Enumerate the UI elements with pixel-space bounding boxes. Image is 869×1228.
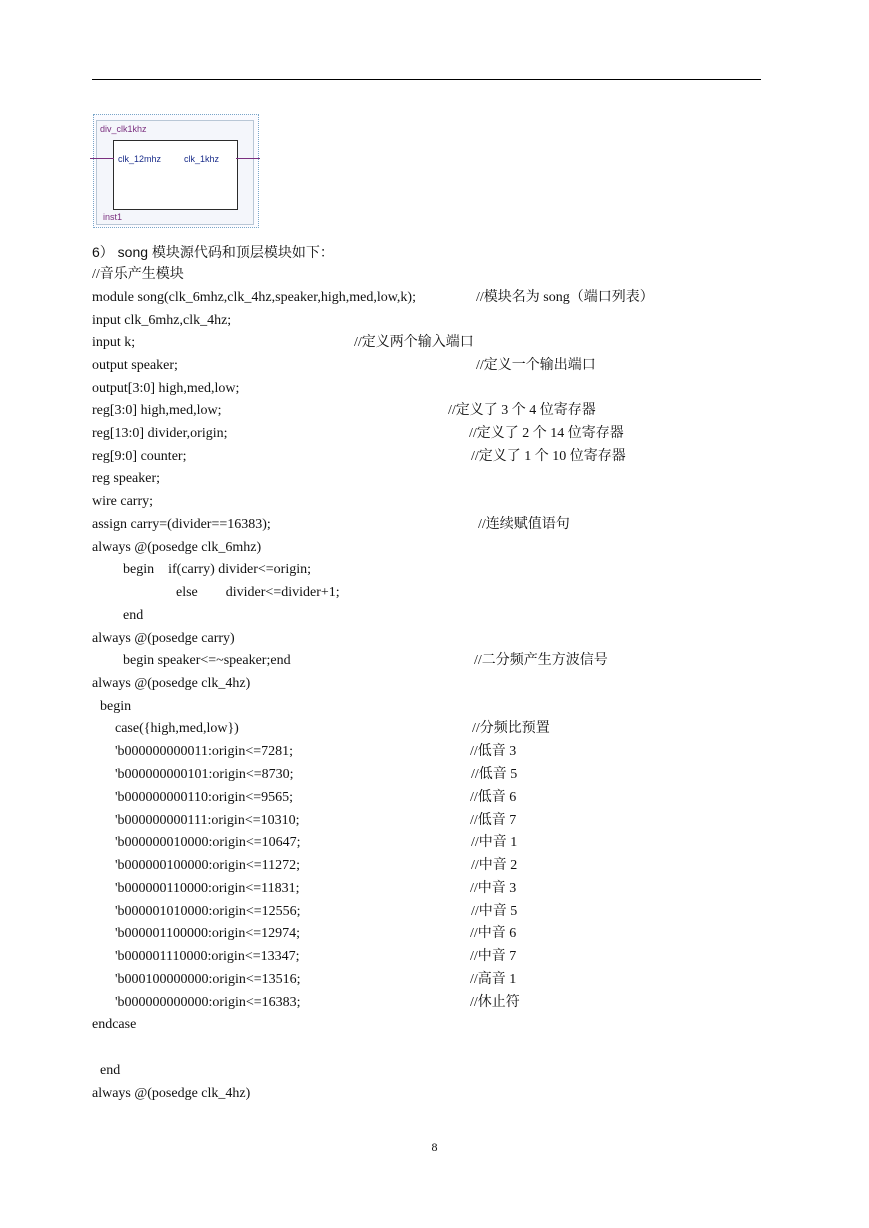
- output-wire: [236, 158, 260, 159]
- page-number: 8: [431, 1140, 438, 1154]
- code-line: always @(posedge carry): [92, 631, 235, 646]
- section-title: 6） song 模块源代码和顶层模块如下：: [92, 244, 334, 260]
- code-line: begin speaker<=~speaker;end: [123, 653, 291, 668]
- block-name: div_clk1khz: [100, 124, 147, 134]
- code-comment: //定义一个输出端口: [476, 358, 596, 373]
- block-ports-box: [113, 140, 238, 210]
- code-comment: //定义了 1 个 10 位寄存器: [471, 449, 626, 464]
- code-line: endcase: [92, 1017, 137, 1032]
- code-line: 'b000000000111:origin<=10310;: [115, 813, 300, 828]
- code-comment: //低音 5: [471, 767, 518, 782]
- code-comment: //分频比预置: [472, 721, 550, 736]
- code-comment: //中音 7: [470, 949, 517, 964]
- code-comment: //低音 6: [470, 790, 517, 805]
- code-line: reg speaker;: [92, 471, 161, 486]
- code-comment: //低音 3: [470, 744, 517, 759]
- code-line: input k;: [92, 335, 136, 350]
- code-line: reg[13:0] divider,origin;: [92, 426, 228, 441]
- code-comment: //定义两个输入端口: [354, 335, 474, 350]
- code-line: 'b000000100000:origin<=11272;: [115, 858, 301, 873]
- instance-label: inst1: [103, 212, 123, 222]
- code-comment: //中音 1: [471, 835, 518, 850]
- code-line: 'b000000110000:origin<=11831;: [115, 881, 300, 896]
- code-line: always @(posedge clk_4hz): [92, 676, 251, 691]
- code-line: 'b000001010000:origin<=12556;: [115, 904, 301, 919]
- code-line: end: [123, 608, 144, 623]
- code-line: 'b000000000011:origin<=7281;: [115, 744, 294, 759]
- code-line: //音乐产生模块: [92, 267, 184, 282]
- code-comment: //中音 2: [471, 858, 518, 873]
- code-comment: //休止符: [470, 995, 520, 1010]
- header-rule: [92, 79, 761, 80]
- code-line: 'b000100000000:origin<=13516;: [115, 972, 301, 987]
- code-line: 'b000000000101:origin<=8730;: [115, 767, 294, 782]
- code-line: output speaker;: [92, 358, 178, 373]
- code-line: 'b000000010000:origin<=10647;: [115, 835, 301, 850]
- code-comment: //中音 6: [470, 926, 517, 941]
- code-line: else divider<=divider+1;: [176, 585, 340, 600]
- code-line: assign carry=(divider==16383);: [92, 517, 271, 532]
- code-line: module song(clk_6mhz,clk_4hz,speaker,high,med,low,k);: [92, 290, 416, 305]
- code-line: wire carry;: [92, 494, 154, 509]
- code-comment: //中音 3: [470, 881, 517, 896]
- code-line: reg[3:0] high,med,low;: [92, 403, 222, 418]
- code-line: 'b000000000110:origin<=9565;: [115, 790, 294, 805]
- code-comment: //模块名为 song（端口列表）: [476, 290, 654, 305]
- code-line: 'b000001110000:origin<=13347;: [115, 949, 300, 964]
- code-comment: //低音 7: [470, 813, 517, 828]
- output-port-label: clk_1khz: [184, 154, 220, 164]
- code-comment: //高音 1: [470, 972, 517, 987]
- code-line: 'b000000000000:origin<=16383;: [115, 995, 301, 1010]
- input-wire: [90, 158, 114, 159]
- code-line: always @(posedge clk_6mhz): [92, 540, 262, 555]
- code-line: begin if(carry) divider<=origin;: [123, 562, 312, 577]
- code-comment: //中音 5: [471, 904, 518, 919]
- code-comment: //二分频产生方波信号: [474, 653, 608, 668]
- code-comment: //定义了 3 个 4 位寄存器: [448, 403, 596, 418]
- code-line: output[3:0] high,med,low;: [92, 381, 240, 396]
- code-line: input clk_6mhz,clk_4hz;: [92, 313, 232, 328]
- code-line: end: [100, 1063, 121, 1078]
- div-clk1khz-block-symbol: [90, 112, 262, 232]
- code-comment: //定义了 2 个 14 位寄存器: [469, 426, 624, 441]
- code-comment: //连续赋值语句: [478, 517, 570, 532]
- code-line: reg[9:0] counter;: [92, 449, 187, 464]
- code-line: case({high,med,low}): [115, 721, 239, 736]
- code-line: always @(posedge clk_4hz): [92, 1086, 251, 1101]
- code-line: 'b000001100000:origin<=12974;: [115, 926, 301, 941]
- code-line: begin: [100, 699, 132, 714]
- input-port-label: clk_12mhz: [118, 154, 162, 164]
